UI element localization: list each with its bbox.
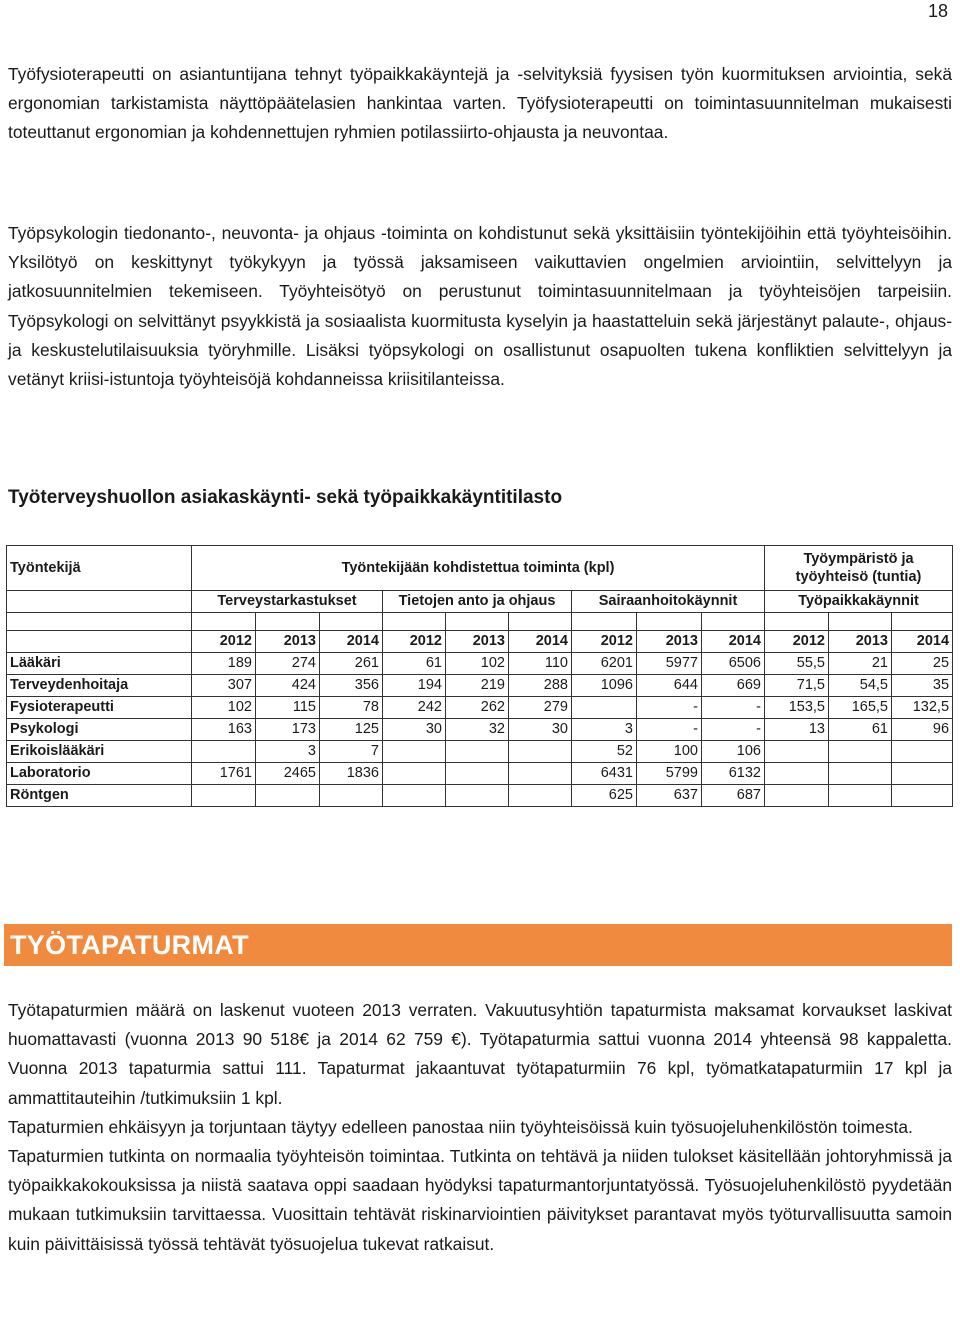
table-subheader-row	[7, 591, 953, 613]
table-cell: 52	[572, 741, 637, 763]
table-cell: -	[702, 697, 765, 719]
year-cell: 2013	[256, 631, 320, 653]
table-cell: 55,5	[765, 653, 829, 675]
table-years-row	[7, 631, 953, 653]
table-cell	[383, 785, 446, 807]
row-label: Erikoislääkäri	[7, 741, 192, 763]
table-cell: 307	[192, 675, 256, 697]
year-cell: 2014	[320, 631, 383, 653]
year-cell: 2012	[572, 631, 637, 653]
year-cell: 2013	[637, 631, 702, 653]
table-cell	[383, 741, 446, 763]
table-header-row	[7, 546, 953, 591]
table-cell: 6506	[702, 653, 765, 675]
table-cell: 30	[509, 719, 572, 741]
table-cell: 261	[320, 653, 383, 675]
paragraph-accidents: Työtapaturmien määrä on laskenut vuoteen 2013 verraten. Vakuutusyhtiön tapaturmista maksamat korvaukset laskivat huomattavasti (vuonna 2013 90 518€ ja 2014 62 759 €). Työtapaturmia sattui vuonna 2014 yhteensä 98 kappaletta. Vuonna 2013 tapaturmia sattui 111. Tapaturmat jakaantuvat työtapaturmiin 76 kpl, työmatkatapaturmiin 17 kpl ja ammattitauteihin /tutkimuksiin 1 kpl. Tapaturmien ehkäisyyn ja torjuntaan täytyy edelleen panostaa niin työyhteisöissä kuin työsuojeluhenkilöstön toimesta. Tapaturmien tutkinta on normaalia työyhteisön toimintaa. Tutkinta on tehtävä ja niiden tulokset käsitellään johtoryhmissä ja työpaikkakokouksissa ja niistä saatava oppi saadaan hyödyksi tapaturmantorjuntatyössä. Työsuojeluhenkilöstö pyydetään mukaan tutkimuksiin tarvittaessa. Vuosittain tehtävät riskinarviointien päivitykset parantavat myös työturvallisuutta samoin kuin päivittäisissä työssä tehtävät työsuojelua tukevat ratkaisut.	[8, 1000, 952, 1254]
table-cell	[572, 697, 637, 719]
table-cell: 78	[320, 697, 383, 719]
table-cell: 35	[892, 675, 953, 697]
table-cell: 625	[572, 785, 637, 807]
table-cell: 21	[829, 653, 892, 675]
table-cell: 288	[509, 675, 572, 697]
section-banner	[4, 924, 952, 966]
row-label: Lääkäri	[7, 653, 192, 675]
table-cell: 61	[829, 719, 892, 741]
table-cell	[383, 763, 446, 785]
header-environment-line2: työyhteisö (tuntia)	[795, 569, 922, 585]
table-cell: 5977	[637, 653, 702, 675]
table-cell	[320, 785, 383, 807]
table-cell: 3	[572, 719, 637, 741]
table-cell: 1096	[572, 675, 637, 697]
table-cell: 110	[509, 653, 572, 675]
table-cell: 644	[637, 675, 702, 697]
table-cell	[892, 763, 953, 785]
table-cell: 25	[892, 653, 953, 675]
subheader-sick-visits: Sairaanhoitokäynnit	[572, 591, 765, 613]
table-cell: 356	[320, 675, 383, 697]
table-cell	[765, 785, 829, 807]
table-cell: 32	[446, 719, 509, 741]
visit-statistics-table	[6, 545, 953, 807]
table-cell	[509, 785, 572, 807]
year-cell: 2012	[192, 631, 256, 653]
table-cell	[829, 741, 892, 763]
table-cell	[446, 763, 509, 785]
header-environment	[765, 546, 953, 591]
banner-title: TYÖTAPATURMAT	[10, 930, 249, 960]
table-cell	[446, 785, 509, 807]
paragraph-physiotherapist: Työfysioterapeutti on asiantuntijana tehnyt työpaikkakäyntejä ja -selvityksiä fyysisen työn kuormituksen arviointia, sekä ergonomian tarkistamista näyttöpäätelasien hankintaa varten. Työfysioterapeutti on toimintasuunnitelman mukaisesti toteuttanut ergonomian ja kohdennettujen ryhmien potilassiirto-ohjausta ja neuvontaa.	[8, 64, 952, 143]
table-cell: 173	[256, 719, 320, 741]
table-cell: 115	[256, 697, 320, 719]
table-cell	[765, 741, 829, 763]
table-cell: 687	[702, 785, 765, 807]
table-row	[7, 763, 953, 785]
table-cell: 125	[320, 719, 383, 741]
table-cell: 6132	[702, 763, 765, 785]
year-cell: 2012	[765, 631, 829, 653]
table-row	[7, 697, 953, 719]
year-cell: 2014	[509, 631, 572, 653]
year-cell: 2013	[829, 631, 892, 653]
table-cell: 424	[256, 675, 320, 697]
section-heading: Työterveyshuollon asiakaskäynti- sekä työpaikkakäyntitilasto	[8, 487, 563, 508]
year-cell: 2014	[892, 631, 953, 653]
table-cell	[509, 741, 572, 763]
table-cell: 165,5	[829, 697, 892, 719]
table-cell	[446, 741, 509, 763]
table-cell: 6201	[572, 653, 637, 675]
table-cell: 30	[383, 719, 446, 741]
table-cell: -	[637, 719, 702, 741]
table-row	[7, 741, 953, 763]
table-cell: 54,5	[829, 675, 892, 697]
table-cell: 100	[637, 741, 702, 763]
table-row	[7, 719, 953, 741]
table-cell: -	[702, 719, 765, 741]
row-label: Laboratorio	[7, 763, 192, 785]
header-environment-line1: Työympäristö ja	[803, 551, 914, 567]
table-cell: 153,5	[765, 697, 829, 719]
row-label: Fysioterapeutti	[7, 697, 192, 719]
year-cell: 2013	[446, 631, 509, 653]
table-cell: 262	[446, 697, 509, 719]
table-cell: 71,5	[765, 675, 829, 697]
table-cell: 1836	[320, 763, 383, 785]
table-cell: 6431	[572, 763, 637, 785]
paragraph-psychologist: Työpsykologin tiedonanto-, neuvonta- ja ohjaus -toiminta on kohdistunut sekä yksittäisiin työntekijöihin että työyhteisöihin. Yksilötyö on keskittynyt työkykyyn ja työssä jaksamiseen vaikuttavien ongelmien arviointiin, selvittelyyn ja jatkosuunnitelmien tekemiseen. Työyhteisötyö on perustunut toimintasuunnitelmaan ja työyhteisöjen tarpeisiin. Työpsykologi on selvittänyt psyykkistä ja sosiaalista kuormitusta kyselyin ja haastatteluin sekä järjestänyt palaute-, ohjaus- ja keskustelutilaisuuksia työryhmille. Lisäksi työpsykologi on osallistunut osapuolten tukena konfliktien selvittelyyn ja vetänyt kriisi-istuntoja työyhteisöjä kohdanneissa kriisitilanteissa.	[8, 223, 952, 390]
page-number: 18	[927, 1, 948, 21]
table-cell	[829, 785, 892, 807]
subheader-workplace-visits: Työpaikkakäynnit	[765, 591, 953, 613]
table-cell	[765, 763, 829, 785]
table-cell: 13	[765, 719, 829, 741]
subheader-health-checks: Terveystarkastukset	[192, 591, 383, 613]
table-cell: 7	[320, 741, 383, 763]
subheader-empty-cell	[7, 591, 192, 613]
table-cell: 61	[383, 653, 446, 675]
table-cell: -	[637, 697, 702, 719]
table-cell: 132,5	[892, 697, 953, 719]
table-cell	[892, 785, 953, 807]
table-cell: 189	[192, 653, 256, 675]
table-cell: 163	[192, 719, 256, 741]
table-cell	[892, 741, 953, 763]
years-empty-cell	[7, 631, 192, 653]
table-cell: 194	[383, 675, 446, 697]
table-cell: 637	[637, 785, 702, 807]
table-cell: 2465	[256, 763, 320, 785]
table-row	[7, 785, 953, 807]
row-label: Röntgen	[7, 785, 192, 807]
table-cell: 106	[702, 741, 765, 763]
row-label: Terveydenhoitaja	[7, 675, 192, 697]
table-cell: 279	[509, 697, 572, 719]
table-cell	[192, 741, 256, 763]
subheader-info-guidance: Tietojen anto ja ohjaus	[383, 591, 572, 613]
table-cell: 242	[383, 697, 446, 719]
header-worker-activity: Työntekijään kohdistettua toiminta (kpl)	[192, 546, 765, 591]
table-cell	[192, 785, 256, 807]
table-cell: 102	[446, 653, 509, 675]
row-label: Psykologi	[7, 719, 192, 741]
table-cell	[829, 763, 892, 785]
year-cell: 2012	[383, 631, 446, 653]
table-spacer-row	[7, 613, 953, 631]
table-cell: 274	[256, 653, 320, 675]
table-cell	[256, 785, 320, 807]
year-cell: 2014	[702, 631, 765, 653]
table-row	[7, 675, 953, 697]
table-cell: 96	[892, 719, 953, 741]
table-cell: 669	[702, 675, 765, 697]
header-worker: Työntekijä	[7, 546, 192, 591]
table-row	[7, 653, 953, 675]
table-cell: 3	[256, 741, 320, 763]
table-cell	[509, 763, 572, 785]
table-cell: 5799	[637, 763, 702, 785]
table-cell: 102	[192, 697, 256, 719]
table-cell: 219	[446, 675, 509, 697]
table-cell: 1761	[192, 763, 256, 785]
